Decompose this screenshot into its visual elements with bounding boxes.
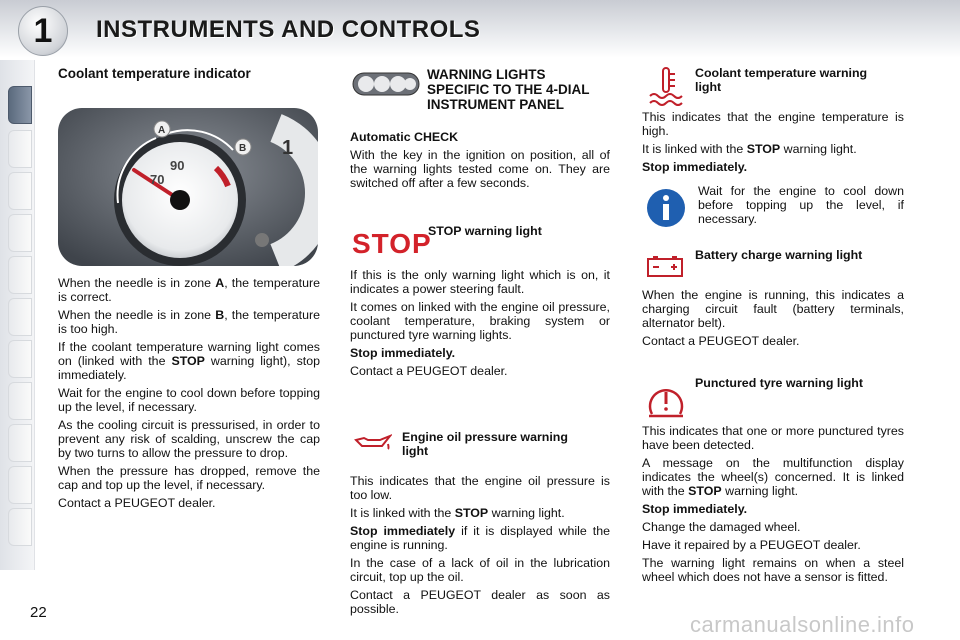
paragraph: This indicates that one or more punctured tyres have been detected. bbox=[642, 424, 904, 452]
paragraph: If this is the only warning light which is on, it indicates a power steering fault. bbox=[350, 268, 610, 296]
chapter-number-badge: 1 bbox=[18, 6, 68, 56]
paragraph: It comes on linked with the engine oil pressure, coolant temperature, braking system or punctured tyre warning lights. bbox=[350, 300, 610, 342]
paragraph: When the pressure has dropped, remove the cap and top up the level, if necessary. bbox=[58, 464, 320, 492]
sidebar-tab-9[interactable] bbox=[8, 424, 32, 462]
column-coolant-text: When the needle is in zone A, the temperature is correct. When the needle is in zone B, the temperature is too high. If the coolant temperature warning light comes on (linked with the STOP warning light), stop immediately. Wait for the engine to cool down before topping up the level, if necessary. As the cooling circuit is pressurised, in order to prevent any risk of scalding, unscrew the cap by two turns to allow the pressure to drop. When the pressure has dropped, remove the cap and top up the level, if necessary. Contact a PEUGEOT dealer. bbox=[58, 276, 321, 510]
stop-warning-icon: STOP bbox=[352, 228, 432, 259]
sidebar-tab-1[interactable] bbox=[8, 86, 32, 124]
paragraph: With the key in the ignition on position, all of the warning lights tested come on. They are switched off after a few seconds. bbox=[350, 148, 610, 190]
paragraph: Contact a PEUGEOT dealer. bbox=[642, 334, 800, 348]
column-coolant-indicator bbox=[58, 66, 320, 81]
punctured-tyre-icon bbox=[646, 382, 686, 420]
warning-lights-heading: WARNING LIGHTS SPECIFIC TO THE 4-DIAL INSTRUMENT PANEL bbox=[427, 67, 590, 112]
paragraph: Change the damaged wheel. bbox=[642, 520, 801, 534]
info-note: Wait for the engine to cool down before topping up the level, if necessary. bbox=[698, 184, 904, 226]
gauge-label-a: A bbox=[158, 125, 166, 136]
sidebar-tab-4[interactable] bbox=[8, 214, 32, 252]
paragraph: Contact a PEUGEOT dealer. bbox=[58, 496, 216, 510]
sidebar-tab-8[interactable] bbox=[8, 382, 32, 420]
column-coolant-warning: This indicates that the engine temperature is high. It is linked with the STOP warning light. Stop immediately. bbox=[642, 110, 904, 174]
svg-text:1: 1 bbox=[282, 137, 294, 159]
sidebar-tab-10[interactable] bbox=[8, 466, 32, 504]
instrument-panel-icon bbox=[352, 70, 420, 98]
sidebar-tab-11[interactable] bbox=[8, 508, 32, 546]
sidebar-tab-3[interactable] bbox=[8, 172, 32, 210]
paragraph-bold: Stop immediately. bbox=[350, 346, 456, 360]
sidebar-tab-6[interactable] bbox=[8, 298, 32, 336]
column-oil-text: This indicates that the engine oil pressure is too low. It is linked with the STOP warning light. Stop immediately if it is displayed while the engine is running. In the case of a lack of oil in the lubrication circuit, top up the oil. Contact a PEUGEOT dealer as soon as possible. bbox=[350, 474, 610, 616]
paragraph: When the engine is running, this indicates a charging circuit fault (battery terminals, alternator belt). bbox=[642, 288, 904, 330]
gauge-tick-70: 70 bbox=[150, 172, 165, 187]
coolant-temperature-icon bbox=[648, 66, 684, 108]
tyre-warning-heading: Punctured tyre warning light bbox=[695, 376, 863, 390]
gauge-label-b: B bbox=[239, 143, 247, 154]
section-heading: Coolant temperature indicator bbox=[58, 66, 251, 81]
battery-warning-heading: Battery charge warning light bbox=[695, 248, 863, 262]
paragraph: This indicates that the engine temperature is high. bbox=[642, 110, 904, 138]
paragraph-bold: Stop immediately. bbox=[642, 502, 748, 516]
paragraph: In the case of a lack of oil in the lubrication circuit, top up the oil. bbox=[350, 556, 610, 584]
paragraph: As the cooling circuit is pressurised, in order to prevent any risk of scalding, unscrew the cap by two turns to allow the pressure to drop. bbox=[58, 418, 320, 460]
chapter-sidebar bbox=[0, 60, 35, 570]
paragraph-bold: Stop immediately. bbox=[642, 160, 748, 174]
gauge-tick-90: 90 bbox=[170, 158, 185, 173]
paragraph: Have it repaired by a PEUGEOT dealer. bbox=[642, 538, 861, 552]
page-number: 22 bbox=[30, 604, 47, 621]
sidebar-tab-5[interactable] bbox=[8, 256, 32, 294]
watermark-text: carmanualsonline.info bbox=[690, 612, 915, 637]
paragraph: This indicates that the engine oil pressure is too low. bbox=[350, 474, 610, 502]
chapter-title: INSTRUMENTS AND CONTROLS bbox=[96, 16, 481, 43]
info-icon bbox=[646, 188, 686, 228]
paragraph: Contact a PEUGEOT dealer as soon as possible. bbox=[350, 588, 610, 616]
coolant-warning-heading: Coolant temperature warning light bbox=[695, 66, 868, 94]
column-tyre-text: This indicates that one or more punctured tyres have been detected. A message on the multifunction display indicates the wheel(s) concerned. It is linked with the STOP warning light. Stop immediately. Change the damaged wheel. Have it repaired by a PEUGEOT dealer. The warning light remains on when a steel wheel which does not have a sensor is fitted. bbox=[642, 424, 904, 584]
oil-can-icon bbox=[354, 432, 392, 452]
column-stop-text bbox=[350, 268, 610, 382]
coolant-gauge-image bbox=[58, 108, 318, 266]
paragraph: The warning light remains on when a steel wheel which does not have a sensor is fitted. bbox=[642, 556, 904, 584]
stop-warning-heading: STOP warning light bbox=[428, 224, 542, 238]
column-warning-lights bbox=[350, 130, 610, 194]
battery-icon bbox=[646, 254, 684, 278]
oil-pressure-heading: Engine oil pressure warning light bbox=[402, 430, 568, 458]
sidebar-tab-7[interactable] bbox=[8, 340, 32, 378]
subheading-auto-check: Automatic CHECK bbox=[350, 130, 459, 144]
sidebar-tab-2[interactable] bbox=[8, 130, 32, 168]
paragraph: Wait for the engine to cool down before topping up the level, if necessary. bbox=[58, 386, 320, 414]
paragraph: Contact a PEUGEOT dealer. bbox=[350, 364, 508, 378]
column-battery-text bbox=[642, 288, 904, 352]
